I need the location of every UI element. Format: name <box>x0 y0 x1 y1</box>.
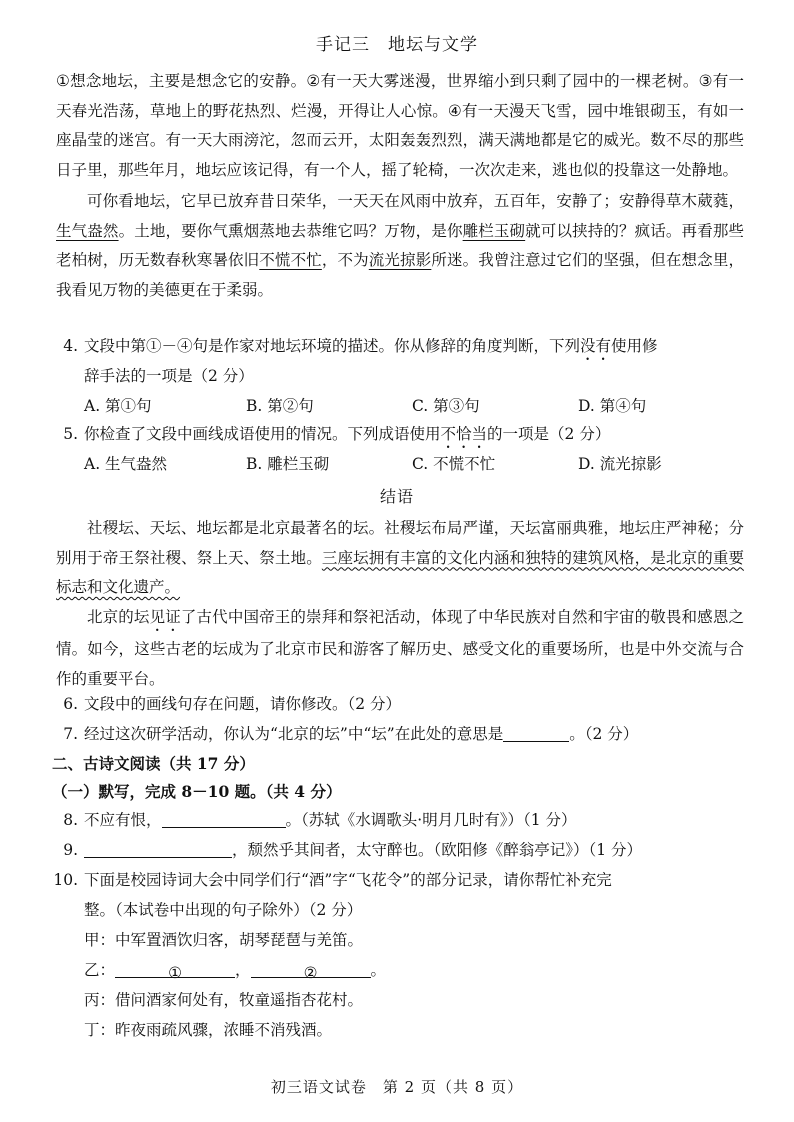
passage-text: 北京的坛 <box>87 608 150 626</box>
question-5-option-a: A. 生气盎然 <box>84 455 168 473</box>
passage-text: 了古代中国帝王的崇拜和祭祀活动，体现了中华民族对自然和宇宙的敬畏和感恩之情。如今，这些古老的坛成为了北京市民和游客了解历史、感受文化的重要场所，也是中外交流与合作的重要平台。 <box>56 608 744 688</box>
poem-line-bing: 丙：借问酒家何处有，牧童遥指杏花村。 <box>84 991 364 1009</box>
line-label: 乙： <box>84 961 116 979</box>
question-number: 7. <box>63 725 78 743</box>
page-footer: 初三语文试卷 第 2 页（共 8 页） <box>270 1078 524 1096</box>
passage-text: 所迷。我曾注意过它们的坚强，但在想念里，我看见万物的美德更在于柔弱。 <box>56 251 744 299</box>
conclusion-paragraph-2 <box>56 603 744 694</box>
question-number: 10. <box>53 871 78 889</box>
passage-paragraph-1 <box>56 67 744 185</box>
question-4-option-c: C. 第③句 <box>412 397 480 415</box>
question-text: 文段中第①－④句是作家对地坛环境的描述。你从修辞的角度判断，下列 <box>84 337 581 355</box>
poem-line-yi <box>84 956 784 984</box>
idiom-underlined-4: 流光掠影 <box>368 251 432 269</box>
emphasis-text: 不恰当 <box>440 425 488 443</box>
question-text: 你检查了文段中画线成语使用的情况。下列成语使用 <box>84 425 441 443</box>
question-text: 文段中的画线句存在问题，请你修改。（2 分） <box>84 695 402 713</box>
answer-blank[interactable] <box>162 809 286 828</box>
question-number: 8. <box>63 811 78 829</box>
question-10-line-2: 整。（本试卷中出现的句子除外）（2 分） <box>84 901 363 919</box>
question-4-option-d: D. 第④句 <box>578 397 647 415</box>
question-text: 的一项是（2 分） <box>487 425 611 443</box>
question-5-option-d: D. 流光掠影 <box>578 455 662 473</box>
answer-blank[interactable] <box>503 723 569 742</box>
wavy-underlined-sentence: 三座坛拥有丰富的文化内涵和独特的建筑风格，是北京的重要标志和文化遗产。 <box>56 548 744 596</box>
subsection-1-heading: （一）默写，完成 8－10 题。（共 4 分） <box>52 782 342 801</box>
question-text: 下面是校园诗词大会中同学们行“酒”字“飞花令”的部分记录，请你帮忙补充完 <box>84 871 612 889</box>
question-7 <box>56 720 756 748</box>
question-text: 不应有恨， <box>84 811 162 829</box>
section-title-conclusion: 结语 <box>379 487 414 506</box>
question-text: ，颓然乎其间者，太守醉也。（欧阳修《醉翁亭记》）（1 分） <box>232 841 643 859</box>
idiom-underlined-3: 不慌不忙 <box>259 251 322 269</box>
poem-line-ding: 丁：昨夜雨疏风骤，浓睡不消残酒。 <box>84 1021 333 1039</box>
emphasis-text: 没有 <box>580 337 612 355</box>
passage-paragraph-2 <box>56 187 744 305</box>
question-number: 9. <box>63 841 78 859</box>
question-8 <box>56 806 756 834</box>
passage-text: 可你看地坛，它早已放弃昔日荣华，一天天在风雨中放弃，五百年，安静了；安静得草木葳蕤， <box>87 192 744 210</box>
question-number: 5. <box>63 425 78 443</box>
passage-text: ①想念地坛，主要是想念它的安静。②有一天大雾迷漫，世界缩小到只剩了园中的一棵老树。③有一天春光浩荡，草地上的野花热烈、烂漫，开得让人心惊。④有一天漫天飞雪，园中堆银砌玉，有如一座晶莹的迷宫。有一天大雨滂沱，忽而云开，太阳轰轰烈烈，满天满地都是它的威光。数不尽的那些日子里，那些年月，地坛应该记得，有一个人，摇了轮椅，一次次走来，逃也似的投靠这一处静地。 <box>56 72 744 179</box>
question-4-line-1 <box>56 332 756 364</box>
punctuation: 。 <box>370 961 387 979</box>
passage-text: 就可以挟持的？疯话。再看那些老柏树，历无数春秋寒暑依旧 <box>56 221 744 269</box>
idiom-underlined-2: 雕栏玉砌 <box>462 221 526 240</box>
question-5 <box>56 420 756 452</box>
poem-line-jia: 甲：中军置酒饮归客，胡琴琵琶与羌笛。 <box>84 931 364 949</box>
question-10-line-1 <box>50 866 750 894</box>
answer-blank[interactable] <box>84 839 232 858</box>
question-5-option-c: C. 不慌不忙 <box>412 455 496 473</box>
emphasis-text: 见证 <box>149 608 181 626</box>
question-text: 。（2 分） <box>569 725 639 743</box>
answer-blank-2[interactable]: ② <box>251 959 371 978</box>
question-6 <box>56 690 756 718</box>
question-text: 。（苏轼《水调歌头·明月几时有》）（1 分） <box>285 811 577 829</box>
passage-text: ，不为 <box>321 251 369 269</box>
question-4-line-2: 辞手法的一项是（2 分） <box>84 367 254 385</box>
question-number: 6. <box>63 695 78 713</box>
idiom-underlined-1: 生气盎然 <box>56 221 119 240</box>
answer-blank-1[interactable]: ① <box>115 959 235 978</box>
passage-text: 。土地，要你气熏烟蒸地去恭维它吗？万物，是你 <box>118 221 463 240</box>
passage-text: 社稷坛、天坛、地坛都是北京最著名的坛。社稷坛布局严谨，天坛富丽典雅，地坛庄严神秘；分别用于帝王祭社稷、祭上天、祭土地。 <box>56 519 744 567</box>
question-text: 经过这次研学活动，你认为“北京的坛”中“坛”在此处的意思是 <box>84 725 504 743</box>
question-4-option-a: A. 第①句 <box>84 397 152 415</box>
question-text: 使用修 <box>611 337 658 355</box>
part-2-heading: 二、古诗文阅读（共 17 分） <box>52 754 255 773</box>
conclusion-paragraph-1 <box>56 514 744 603</box>
question-9 <box>56 836 756 864</box>
question-5-option-b: B. 雕栏玉砌 <box>246 455 330 473</box>
section-title-notes3: 手记三 地坛与文学 <box>316 35 478 55</box>
punctuation: ， <box>235 961 251 979</box>
question-4-option-b: B. 第②句 <box>246 397 314 415</box>
question-number: 4. <box>63 337 78 355</box>
